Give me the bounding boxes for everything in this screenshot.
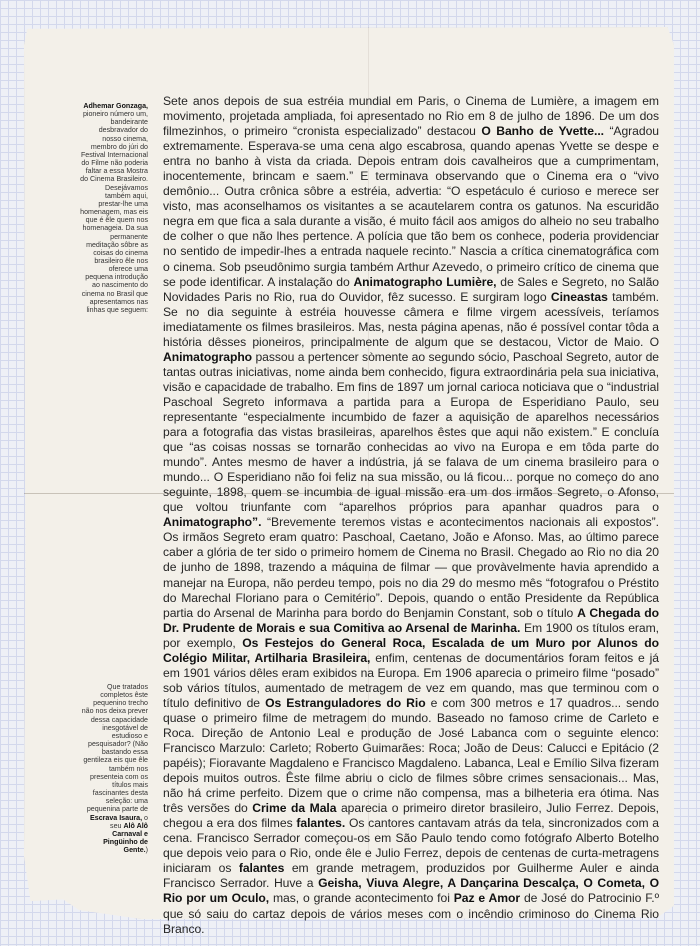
article-title-ref: Animatographo (163, 349, 253, 364)
article-title-ref: falantes (238, 861, 285, 876)
sidebar-intro (80, 102, 148, 314)
article-title-ref: Paz e Amor (453, 891, 521, 906)
sidebar-intro-text: pioneiro número um, bandeirante desbravador do nosso cinema, membro do júri do Festival Internacional do Filme não poderia faltar a essa Mostra do Cinema Brasileiro. Desejávamos também aqui, prestar-lhe uma homenagem, mas eis que é êle quem nos homenageia. Da sua permanente meditação sôbre as coisas do cinema brasileiro êle nos oferece uma pequena introdução ao nascimento do cinema no Brasil que apresentamos nas linhas que seguem: (80, 110, 148, 314)
sidebar-closing-title: Escrava Isaura, (90, 813, 143, 822)
article-title-ref: falantes. (296, 816, 346, 831)
article-text-run: e com 300 metros e 17 quadros... sendo quase o primeiro filme de metragem do mundo. Baseado no famoso crime de Carleto e Roca. Direção de Antonio Leal e produção de José Labanca com o seguinte elenco: Francisco Marzulo: Carleto; Roberto Guimarães: Roca; João de Deus: Calucci e Epitácio (2 papéis); Fioravante Magdaleno e Francisco Magdaleno. Labanca, Leal e Emílio Silva fizeram depois muitos outros. Êste filme abriu o ciclo de filmes sôbre crimes sensacionais... Mas, não há crime perfeito. Dizem que o crime não compensa, mas a bilheteria era ótima. Nas três versões do (163, 695, 659, 816)
article-title-ref: O Banho de Yvette... (481, 124, 604, 139)
article-paragraph (163, 94, 659, 937)
article-text-run: também. Se no dia seguinte à estréia houvesse câmera e filme virgem acessíveis, teríamos imediatamente os filmes brasileiros. Mas, nesta página apenas, não é possível contar tôda a história dêsses pioneiros, principalmente de algum que se destacou, Victor de Maio. O (163, 289, 660, 349)
article-body (163, 94, 659, 937)
article-text-run: Em 1900 os títulos eram, por exemplo, (163, 620, 659, 650)
article-text-run: enfim, centenas de documentários foram feitos e já em 1901 vários dêles eram exibidos na Europa. Em 1906 aparecia o primeiro filme “posado” sob vários títulos, aumentado de metragem de vez em quando, mas que terminou com o título definitivo de (163, 650, 659, 710)
article-text-run: Os cantores cantavam atrás da tela, sincronizados com a cena. Francisco Serrador começou-os em São Paulo tendo como fotógrafo Alberto Botelho que depois veio para o Rio, onde êle e Julio Ferrez, depois de centenas de curta-metragens iniciaram os (163, 816, 659, 876)
article-title-ref: Os Festejos do General Roca, Escalada de um Muro por Alunos do Colégio Militar, Artilharia Brasileira, (163, 635, 660, 665)
article-text-run: em grande metragem, produzidos por Guilherme Auler e ainda Francisco Serrador. Huve a (163, 861, 660, 891)
sidebar-closing-text-3: ) (145, 846, 148, 855)
article-title-ref: Animatographo”. (163, 515, 262, 530)
article-title-ref: A Chegada do Dr. Prudente de Morais e sua Comitiva ao Arsenal de Marinha. (163, 605, 659, 635)
article-text-run: “Brevemente teremos vistas e acontecimentos nacionais ali expostos”. Os irmãos Segreto eram quatro: Paschoal, Caetano, João e Afonso. Mas, ao último parece caber a glória de ter sido o primeiro homem de Cinema no Brasil. Chegado ao Rio no dia 20 de junho de 1898, trazendo a máquina de filmar — que provàvelmente havia aprendido a manejar na Europa, não perdeu tempo, pois no dia 29 do mesmo mês “fotografou o Préstito do Marechal Floriano para o Cemitério”. Depois, quando o então Presidente da República partia do Arsenal de Marinha para bordo do Benjamin Constant, sob o título (163, 515, 659, 620)
article-title-ref: Os Estranguladores do Rio (265, 695, 426, 710)
sidebar-author-name: Adhemar Gonzaga, (83, 102, 148, 110)
article-text-run: Sete anos depois de sua estréia mundial em Paris, o Cinema de Lumière, a imagem em movimento, projetada ampliada, foi apresentado no Rio em 8 de julho de 1896. De um dos filmezinhos, o primeiro “cronista especializado” destacou (163, 94, 659, 139)
sidebar-closing (80, 683, 148, 854)
sidebar-closing-text: Que tratados completos êste pequenino trecho não nos deixa prever dessa capacidade inesgotável de estudioso e pesquisador? (Não bastando essa gentileza eis que êle também nos presenteia com os títulos mais fascinantes desta seleção: uma pequenina parte de (81, 683, 148, 814)
article-text-run: de José do Patrocinio F.º que só saiu do cartaz depois de vários meses com o incêndio criminoso do Cinema Rio Branco. (163, 891, 659, 936)
article-text-run: “Agradou extremamente. Esperava-se uma cena algo escabrosa, quando apenas Yvette se despe e entra no banho à vista da criada. Depois entram dois cavalheiros que a cumprimentam, inocentemente, brincam e saem.” E terminava observando que o Cinema era o “vivo demônio... Outra crônica sôbre a estréia, advertia: “O espetáculo é curioso e merece ser visto, mas aconselhamos os visitantes a se acautelarem contra os gatunos. Na escuridão negra em que fica a sala durante a visão, é muito fácil aos amigos do alheio no seu trabalho de colher o que não lhes pertence. A polícia que tão bem os conhece, poderia providenciar no sentido de impedir-lhes a entrada naquele recinto.” Nascia a crítica cinematográfica com o cinema. Sob pseudônimo surgia também Arthur Azevedo, o primeiro crítico de cinema que se pode identificar. A instalação do (163, 124, 659, 289)
article-title-ref: Geisha, Viuva Alegre, A Dançarina Descalça, O Cometa, O Rio por um Oculo, (163, 876, 659, 906)
article-text-run: de Sales e Segreto, no Salão Novidades Paris no Rio, rua do Ouvidor, fêz sucesso. E surgiram logo (163, 274, 659, 304)
article-title-ref: Cineastas (550, 289, 608, 304)
sidebar-closing-text-2: o seu (110, 813, 148, 830)
article-text-run: passou a pertencer sòmente ao segundo sócio, Paschoal Segreto, autor de tantas outras iniciativas, nome ainda bem conhecido, figura extraordinária pela sua iniciativa, visão e capacidade de trabalho. Em fins de 1897 um jornal carioca noticiava que o “industrial Paschoal Segreto informava a partida para a Europa de Esperidiano Paulo, seu representante “especialmente incumbido de fazer a aquisição de aparelhos necessários para a fotografia das vistas brasileiras, aparelhos êstes que aqui não existem.” E concluía que “as coisas nossas se tornarão conhecidas ao vivo na Europa e em tôda parte do mundo”. Antes mesmo de haver a indústria, já se falava de um cinema brasileiro para o mundo... O Esperidiano não foi feliz na sua missão, ou lá ficou... porque no começo do ano seguinte, 1898, quem se incumbia de igual missão era um dos irmãos Segreto, o Afonso, que voltou triunfante com “aparelhos próprios para apanhar quadros para o (163, 349, 659, 515)
article-text-run: aparecia o primeiro diretor brasileiro, Julio Ferrez. Depois, chegou a era dos filmes (163, 801, 659, 831)
article-title-ref: Animatographo Lumière, (353, 274, 497, 289)
article-text-run: mas, o grande acontecimento foi (269, 891, 454, 906)
sidebar-closing-title-2: Alô Alô Carnaval e Pingüinho de Gente. (103, 821, 148, 855)
article-title-ref: Crime da Mala (252, 801, 337, 816)
